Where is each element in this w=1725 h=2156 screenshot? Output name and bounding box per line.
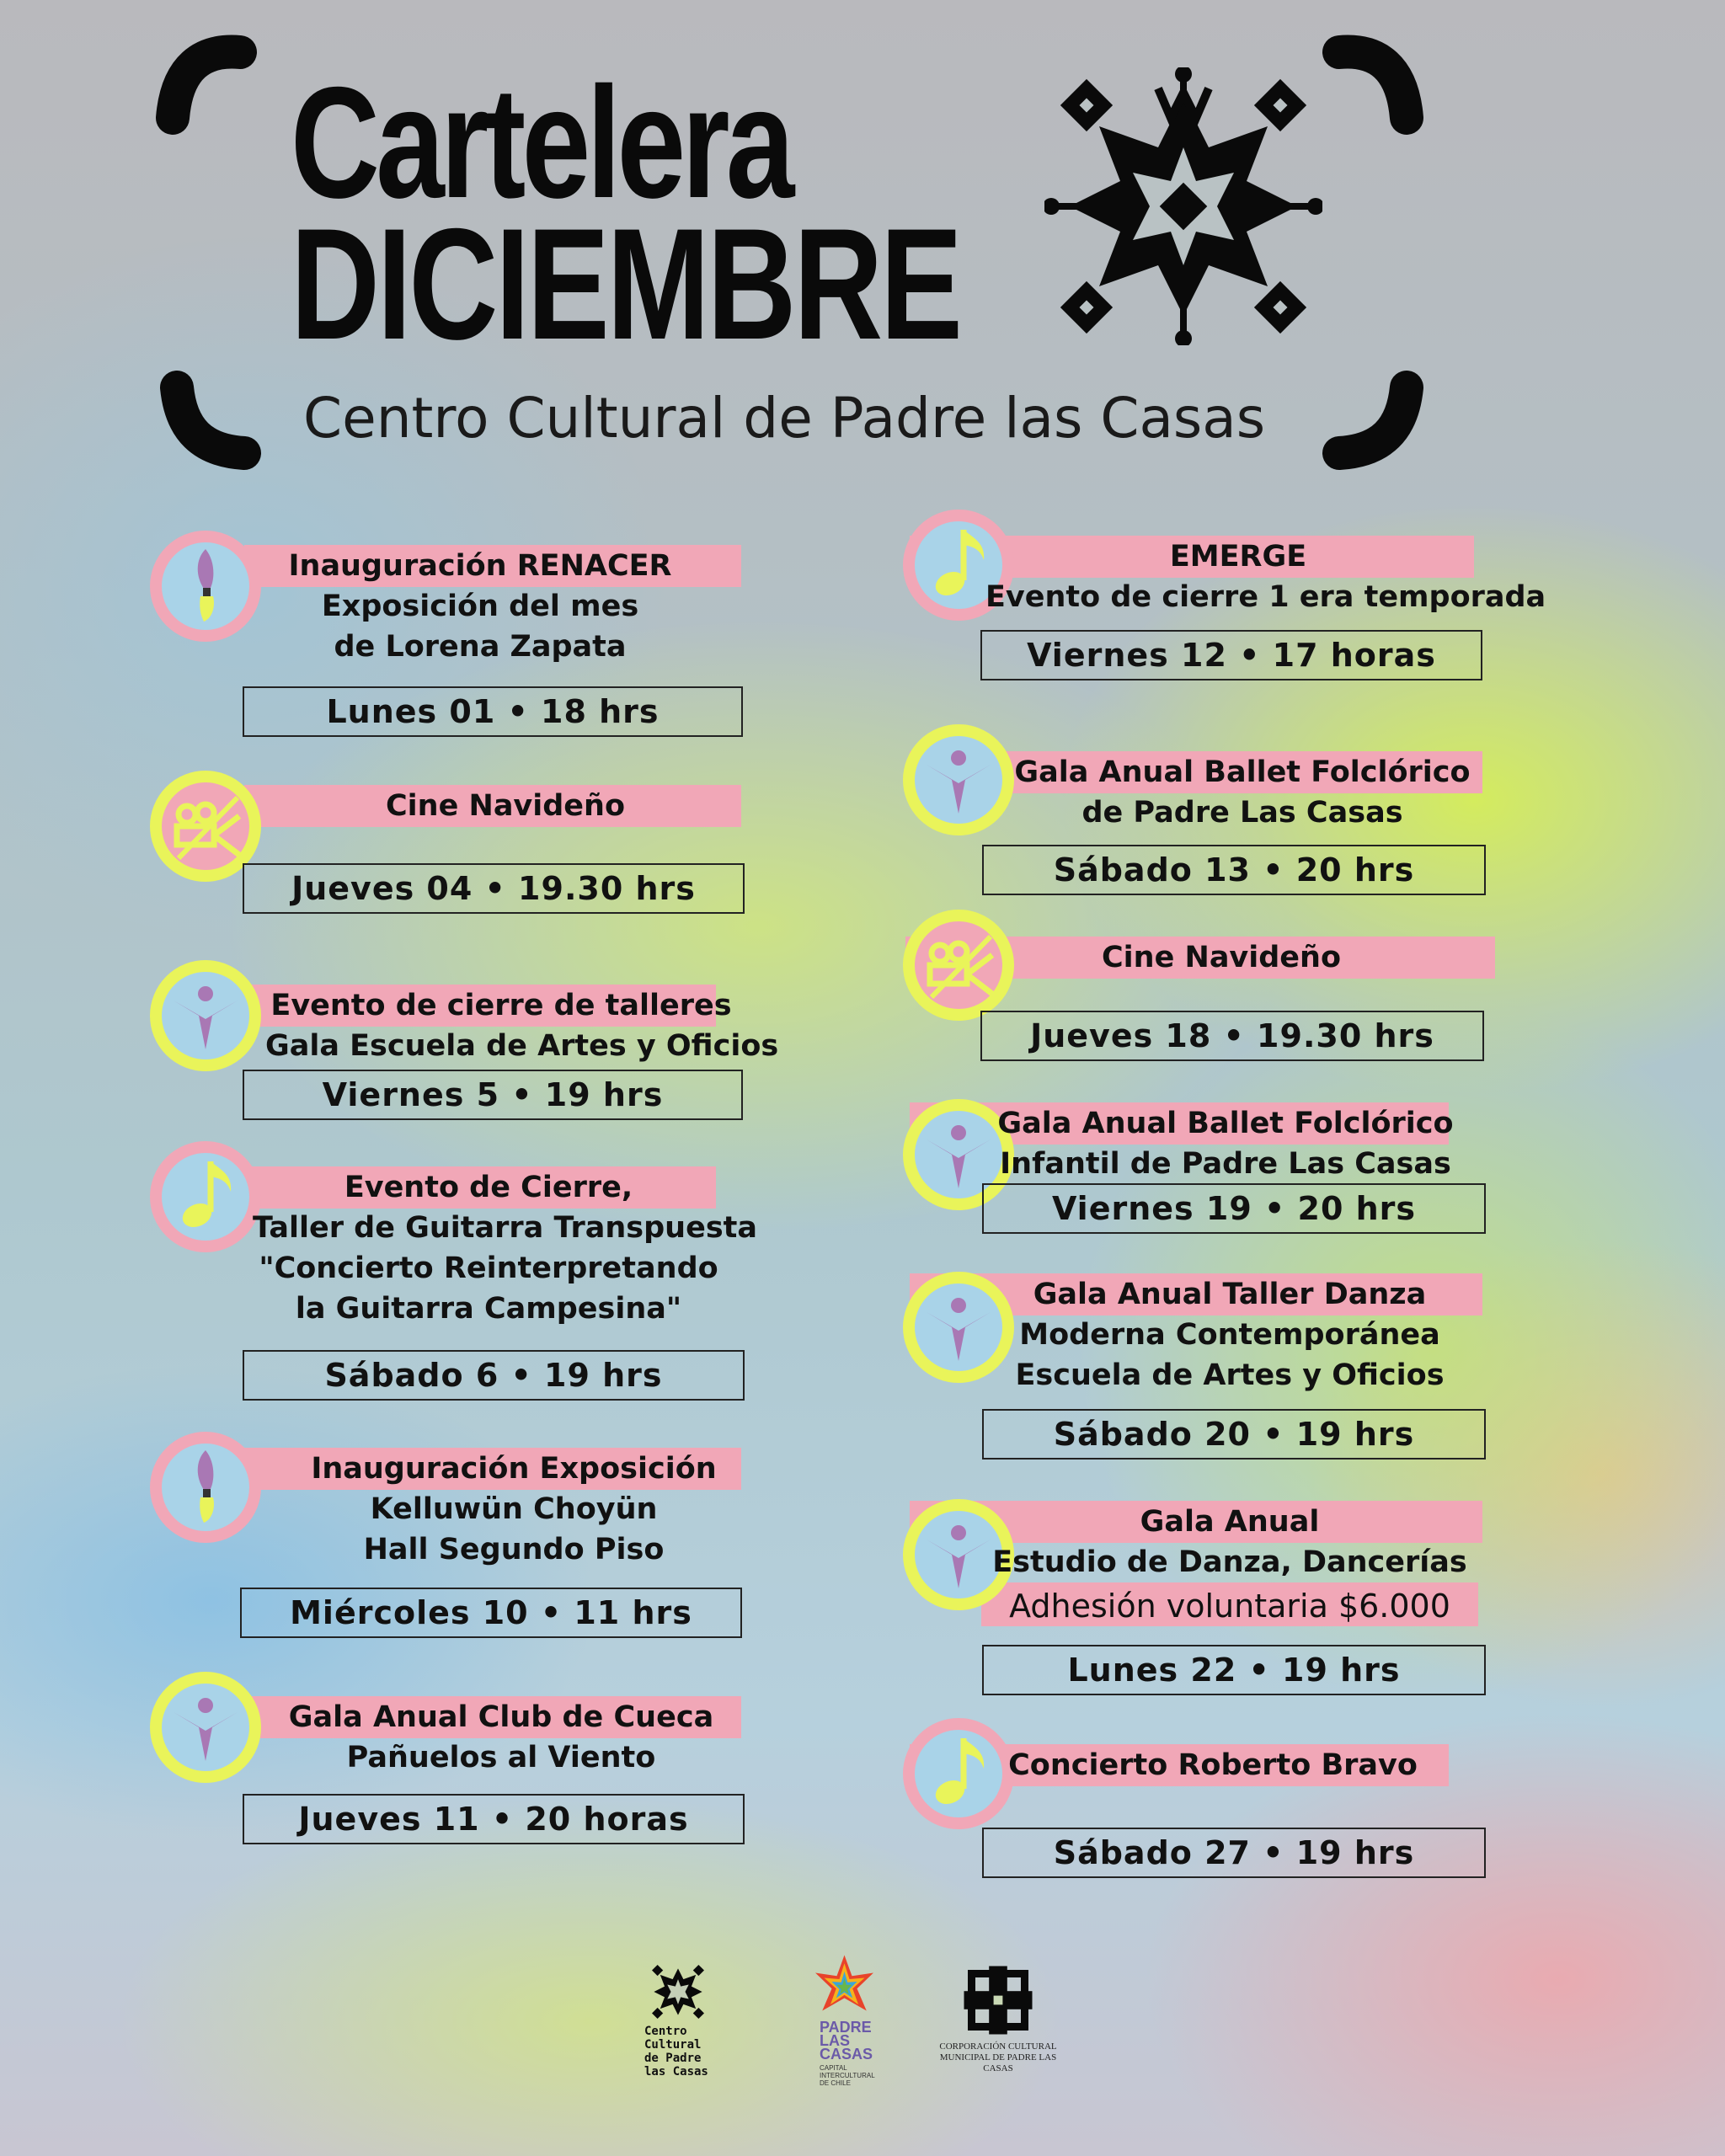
event-line: Kelluwün Choyün bbox=[370, 1492, 658, 1526]
event-date: Sábado 6 • 19 hrs bbox=[243, 1350, 745, 1401]
event-date: Sábado 20 • 19 hrs bbox=[982, 1409, 1486, 1460]
event-line: Infantil de Padre Las Casas bbox=[1000, 1147, 1451, 1181]
music-note-icon bbox=[150, 1141, 261, 1252]
event-line: Adhesión voluntaria $6.000 bbox=[1009, 1588, 1450, 1625]
footer-text-line: de Padre bbox=[644, 2052, 702, 2065]
event-title bbox=[278, 786, 733, 826]
bracket-bottom-left bbox=[156, 371, 265, 472]
event-title bbox=[981, 1103, 1470, 1184]
footer-text-line: Cultural bbox=[644, 2038, 702, 2052]
bracket-top-right bbox=[1318, 34, 1428, 143]
dancer-icon bbox=[150, 960, 261, 1071]
paintbrush-icon bbox=[150, 531, 261, 642]
event-line: "Concierto Reinterpretando bbox=[259, 1251, 718, 1285]
event-line: Hall Segundo Piso bbox=[363, 1533, 665, 1566]
event-line: Gala Anual Ballet Folclórico bbox=[997, 1107, 1454, 1140]
event-line: Cine Navideño bbox=[1102, 941, 1341, 974]
event-date: Viernes 5 • 19 hrs bbox=[243, 1070, 743, 1120]
centro-cultural-logo-icon bbox=[649, 1962, 708, 2021]
event-title bbox=[253, 1167, 757, 1329]
event-line: Escuela de Artes y Oficios bbox=[1015, 1358, 1445, 1392]
event-line: de Padre Las Casas bbox=[1081, 796, 1403, 830]
event-line: la Guitarra Campesina" bbox=[295, 1292, 682, 1326]
event-date: Sábado 13 • 20 hrs bbox=[982, 845, 1486, 895]
page-title bbox=[291, 54, 960, 372]
footer-text-line: DE CHILE bbox=[820, 2079, 851, 2087]
title-line-2: DICIEMBRE bbox=[291, 195, 960, 372]
event-title bbox=[303, 1449, 724, 1570]
event-date: Jueves 11 • 20 horas bbox=[243, 1794, 745, 1844]
event-title bbox=[278, 1697, 724, 1778]
event-line: Moderna Contemporánea bbox=[1019, 1318, 1440, 1352]
paintbrush-icon bbox=[150, 1432, 261, 1543]
event-title bbox=[985, 536, 1546, 617]
event-line: Gala Anual Taller Danza bbox=[1033, 1278, 1427, 1311]
title-line-1: Cartelera bbox=[291, 54, 791, 231]
event-title bbox=[977, 1745, 1449, 1785]
event-line: EMERGE bbox=[1169, 540, 1307, 574]
footer-text-line: LAS bbox=[820, 2032, 850, 2049]
event-line: Pañuelos al Viento bbox=[346, 1741, 656, 1774]
event-title bbox=[977, 1502, 1482, 1626]
event-line: Exposición del mes bbox=[321, 590, 639, 623]
event-line: Gala Anual bbox=[1140, 1505, 1320, 1539]
event-line: Gala Anual Club de Cueca bbox=[288, 1700, 714, 1734]
corporacion-emblem-icon bbox=[960, 1962, 1036, 2038]
footer-text-line: CORPORACIÓN CULTURAL bbox=[939, 2041, 1057, 2052]
event-date: Jueves 04 • 19.30 hrs bbox=[243, 863, 745, 914]
event-title bbox=[981, 1274, 1478, 1396]
event-line: Evento de Cierre, bbox=[344, 1171, 633, 1204]
footer-text-line: CASAS bbox=[820, 2046, 873, 2063]
footer-text-line: las Casas bbox=[644, 2065, 708, 2079]
colorful-star-logo-icon bbox=[813, 1954, 876, 2017]
footer-text-line: INTERCULTURAL bbox=[820, 2072, 875, 2079]
event-title bbox=[278, 546, 682, 667]
footer-text-line: CAPITAL bbox=[820, 2064, 847, 2072]
footer-text-line: Centro bbox=[644, 2025, 687, 2038]
footer-logo-corporacion bbox=[927, 1962, 1070, 2074]
footer-logo-padre-las-casas bbox=[813, 1954, 889, 2087]
event-date: Viernes 19 • 20 hrs bbox=[982, 1183, 1486, 1234]
event-line: de Lorena Zapata bbox=[334, 630, 627, 664]
event-line: Evento de cierre 1 era temporada bbox=[985, 580, 1546, 614]
event-line: Evento de cierre de talleres bbox=[270, 989, 732, 1022]
event-date: Lunes 22 • 19 hrs bbox=[982, 1645, 1486, 1695]
event-title bbox=[265, 985, 779, 1066]
bracket-bottom-right bbox=[1318, 371, 1428, 472]
footer-logo-centro-cultural bbox=[644, 1962, 737, 2079]
event-date: Viernes 12 • 17 horas bbox=[980, 630, 1482, 680]
event-title bbox=[977, 937, 1466, 978]
footer-text-line: MUNICIPAL DE PADRE LAS CASAS bbox=[939, 2052, 1057, 2073]
bracket-top-left bbox=[152, 34, 261, 143]
event-line: Inauguración RENACER bbox=[288, 549, 672, 583]
event-line: Concierto Roberto Bravo bbox=[1008, 1748, 1418, 1782]
event-date: Jueves 18 • 19.30 hrs bbox=[980, 1011, 1484, 1061]
event-line: Cine Navideño bbox=[386, 789, 625, 823]
event-date: Lunes 01 • 18 hrs bbox=[243, 686, 743, 737]
footer-text-line: PADRE bbox=[820, 2019, 872, 2036]
event-line: Estudio de Danza, Dancerías bbox=[992, 1545, 1467, 1579]
event-line: Taller de Guitarra Transpuesta bbox=[253, 1211, 757, 1245]
event-date: Miércoles 10 • 11 hrs bbox=[240, 1588, 742, 1638]
dancer-icon bbox=[150, 1672, 261, 1783]
event-line: Gala Anual Ballet Folclórico bbox=[1014, 755, 1471, 789]
event-date: Sábado 27 • 19 hrs bbox=[982, 1828, 1486, 1878]
event-title bbox=[990, 752, 1495, 833]
page-subtitle: Centro Cultural de Padre las Casas bbox=[303, 386, 1266, 451]
event-line: Gala Escuela de Artes y Oficios bbox=[265, 1029, 779, 1063]
event-line: Inauguración Exposición bbox=[311, 1452, 717, 1486]
mapuche-star-icon bbox=[1044, 67, 1322, 345]
